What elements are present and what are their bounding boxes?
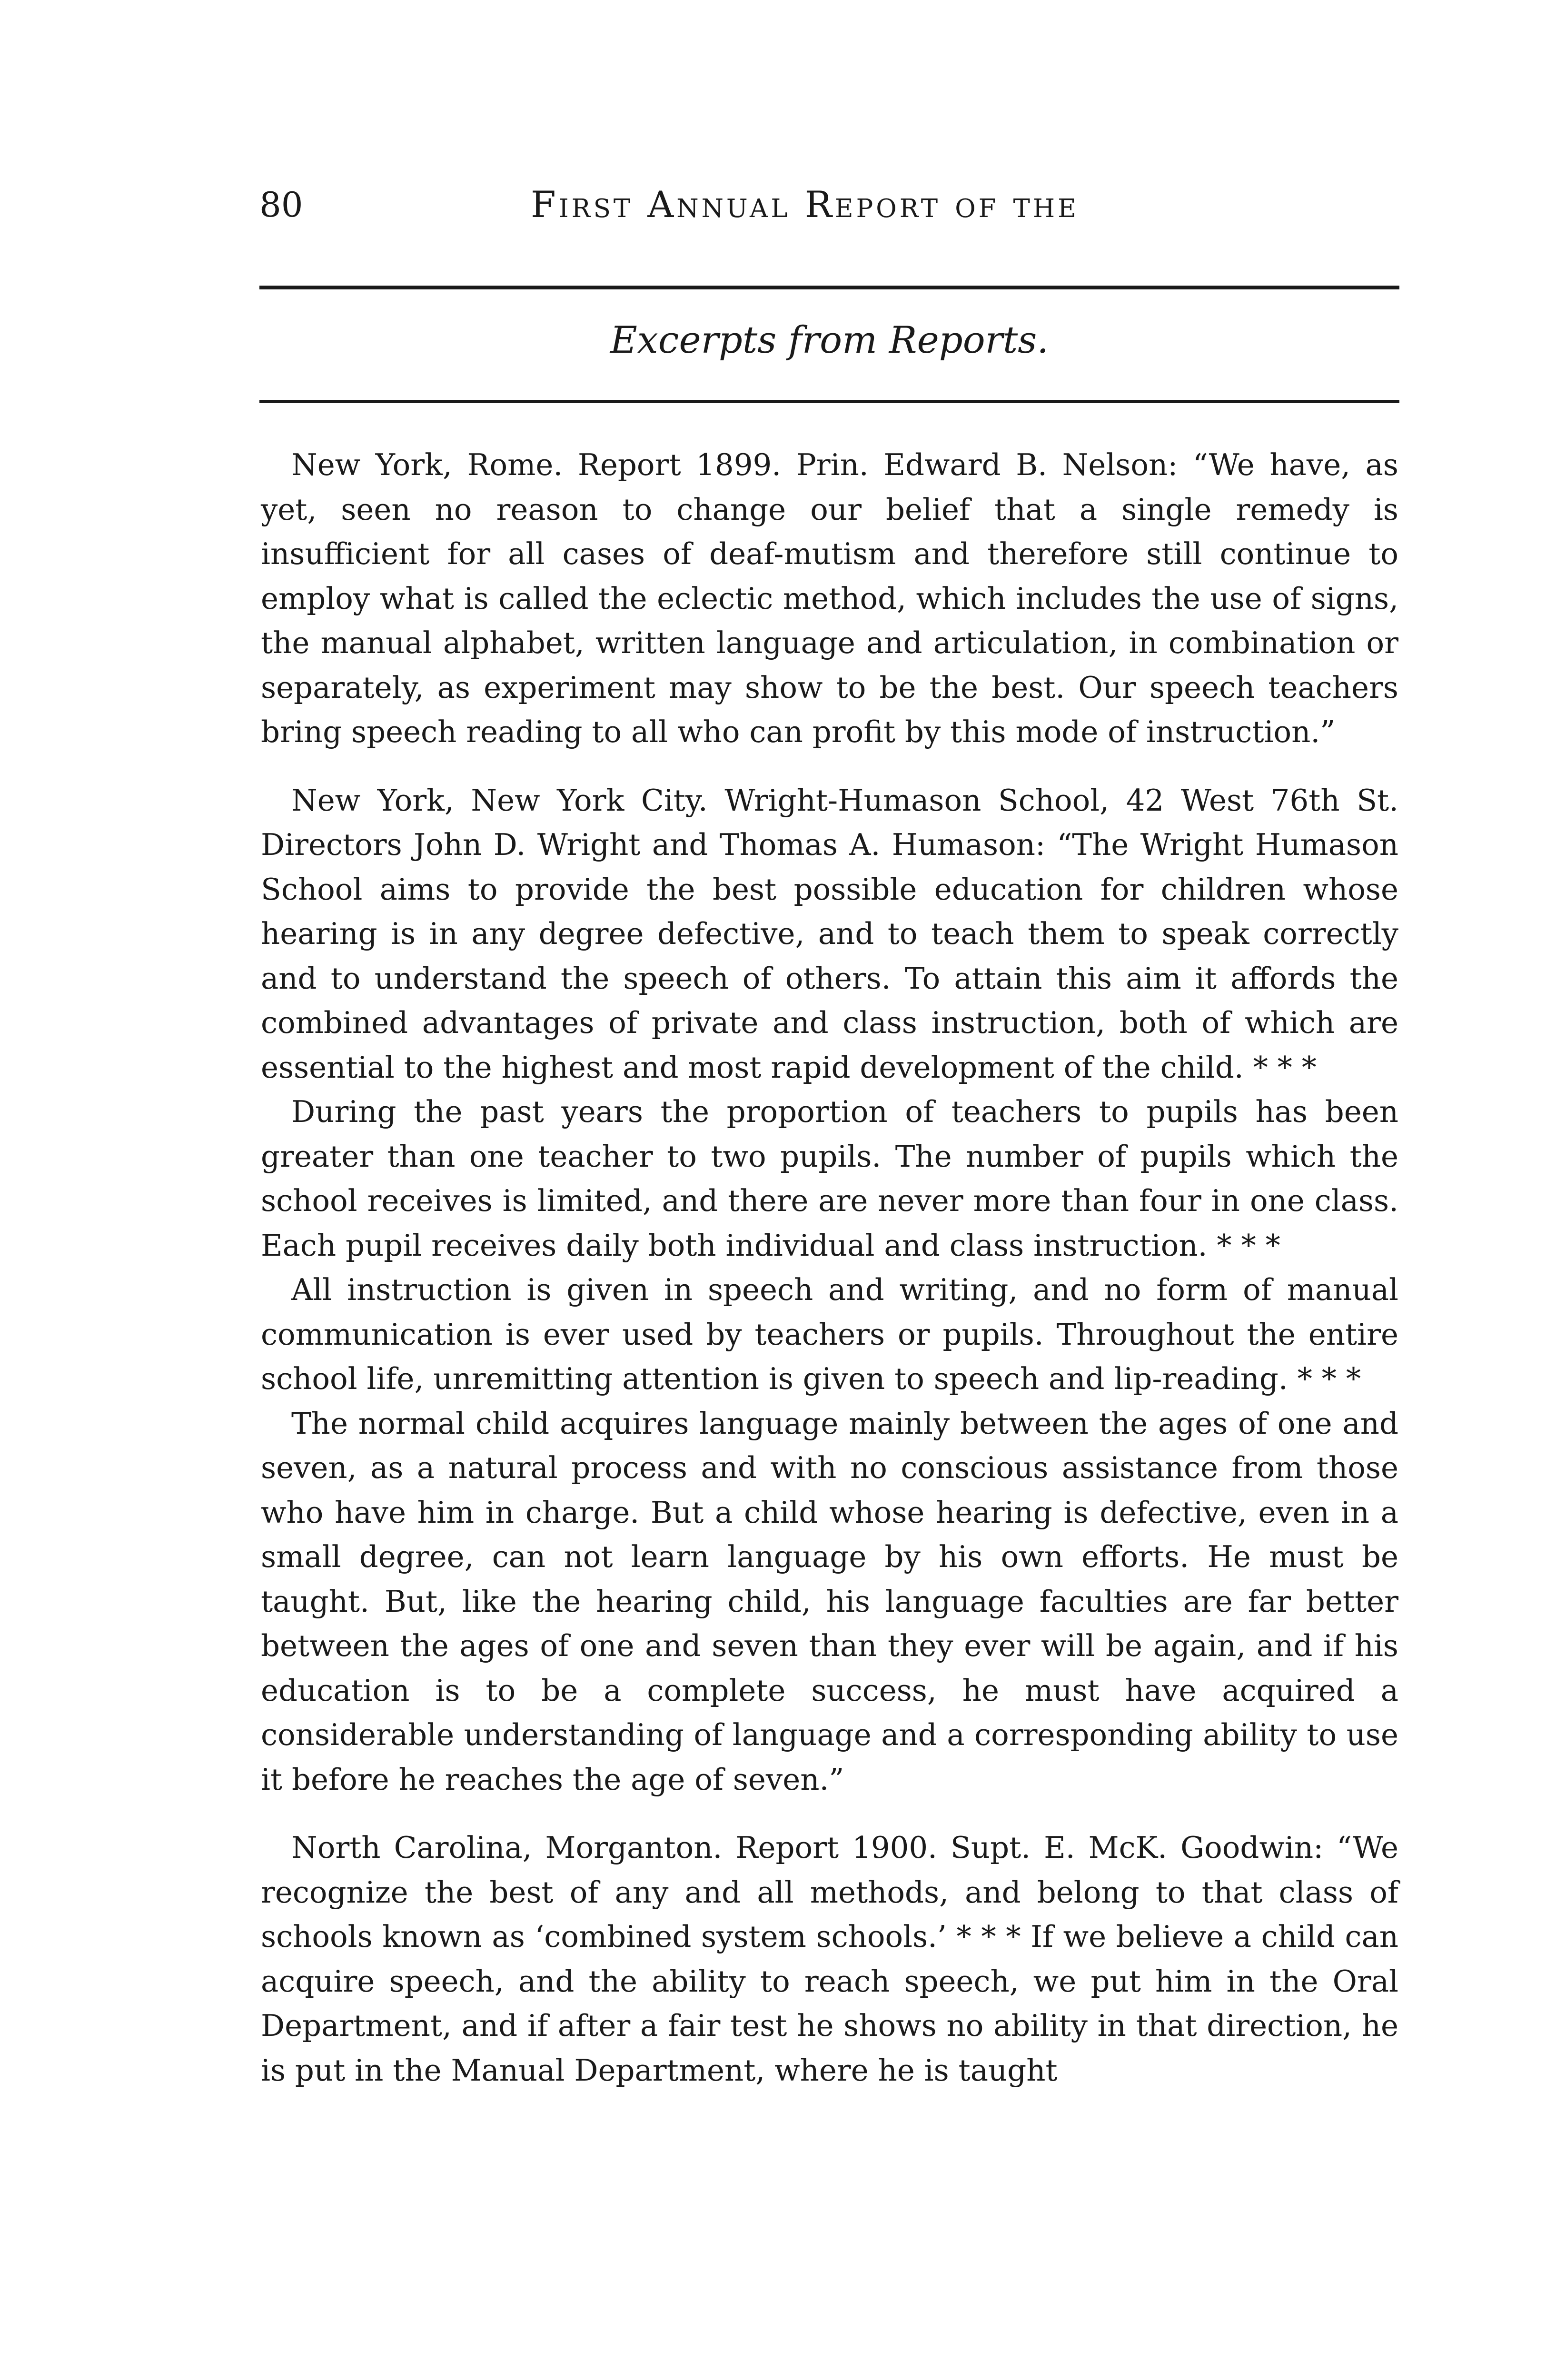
section-title: Excerpts from Reports. (610, 319, 1049, 362)
header-rule-bottom (259, 400, 1399, 403)
running-title: First Annual Report of the (531, 183, 1079, 226)
paragraph-teachers-ratio: During the past years the proportion of teachers to pupils has been greater than one teacher to two pupils. The number of pupils which the school receives is limited, and there are never more than four in one class. Each pupil receives daily both individual and class instruction. * * * (261, 1094, 1398, 1263)
paragraph-north-carolina: North Carolina, Morganton. Report 1900. Supt. E. McK. Goodwin: “We recognize the best of any and all methods, and belong to that class of schools known as ‘combined system schools.’ * * * If we believe a child can acquire speech, and the ability to reach speech, we put him in the Oral Department, and if after a fair test he shows no ability in that direction, he is put in the Manual Department, where he is taught (261, 1830, 1398, 2088)
body-text (261, 443, 1398, 2092)
paragraph-new-york-city: New York, New York City. Wright-Humason School, 42 West 76th St. Directors John D. Wright and Thomas A. Humason: “The Wright Humason School aims to provide the best possible education for children whose hearing is in any degree defective, and to teach them to speak correctly and to understand the speech of others. To attain this aim it affords the combined advantages of private and class instruction, both of which are essential to the highest and most rapid development of the child. * * * (261, 783, 1398, 1085)
page-header (259, 181, 1402, 243)
paragraph-instruction: All instruction is given in speech and writing, and no form of manual communication is ever used by teachers or pupils. Throughout the entire school life, unremitting attention is given to speech and lip-reading. * * * (261, 1272, 1398, 1396)
page-number: 80 (259, 185, 303, 225)
paragraph-rome: New York, Rome. Report 1899. Prin. Edward B. Nelson: “We have, as yet, seen no reason to change our belief that a single remedy is insufficient for all cases of deaf-mutism and therefore still continue to employ what is called the eclectic method, which includes the use of signs, the manual alphabet, written language and articulation, in combination or separately, as experiment may show to be the best. Our speech teachers bring speech reading to all who can profit by this mode of instruction.” (261, 447, 1398, 749)
header-rule-top (259, 286, 1399, 289)
paragraph-normal-child: The normal child acquires language mainly between the ages of one and seven, as a natural process and with no conscious assistance from those who have him in charge. But a child whose hearing is defective, even in a small degree, can not learn language by his own efforts. He must be taught. But, like the hearing child, his language faculties are far better between the ages of one and seven than they ever will be again, and if his education is to be a complete success, he must have acquired a considerable understanding of language and a corresponding ability to use it before he reaches the age of seven.” (261, 1406, 1398, 1797)
